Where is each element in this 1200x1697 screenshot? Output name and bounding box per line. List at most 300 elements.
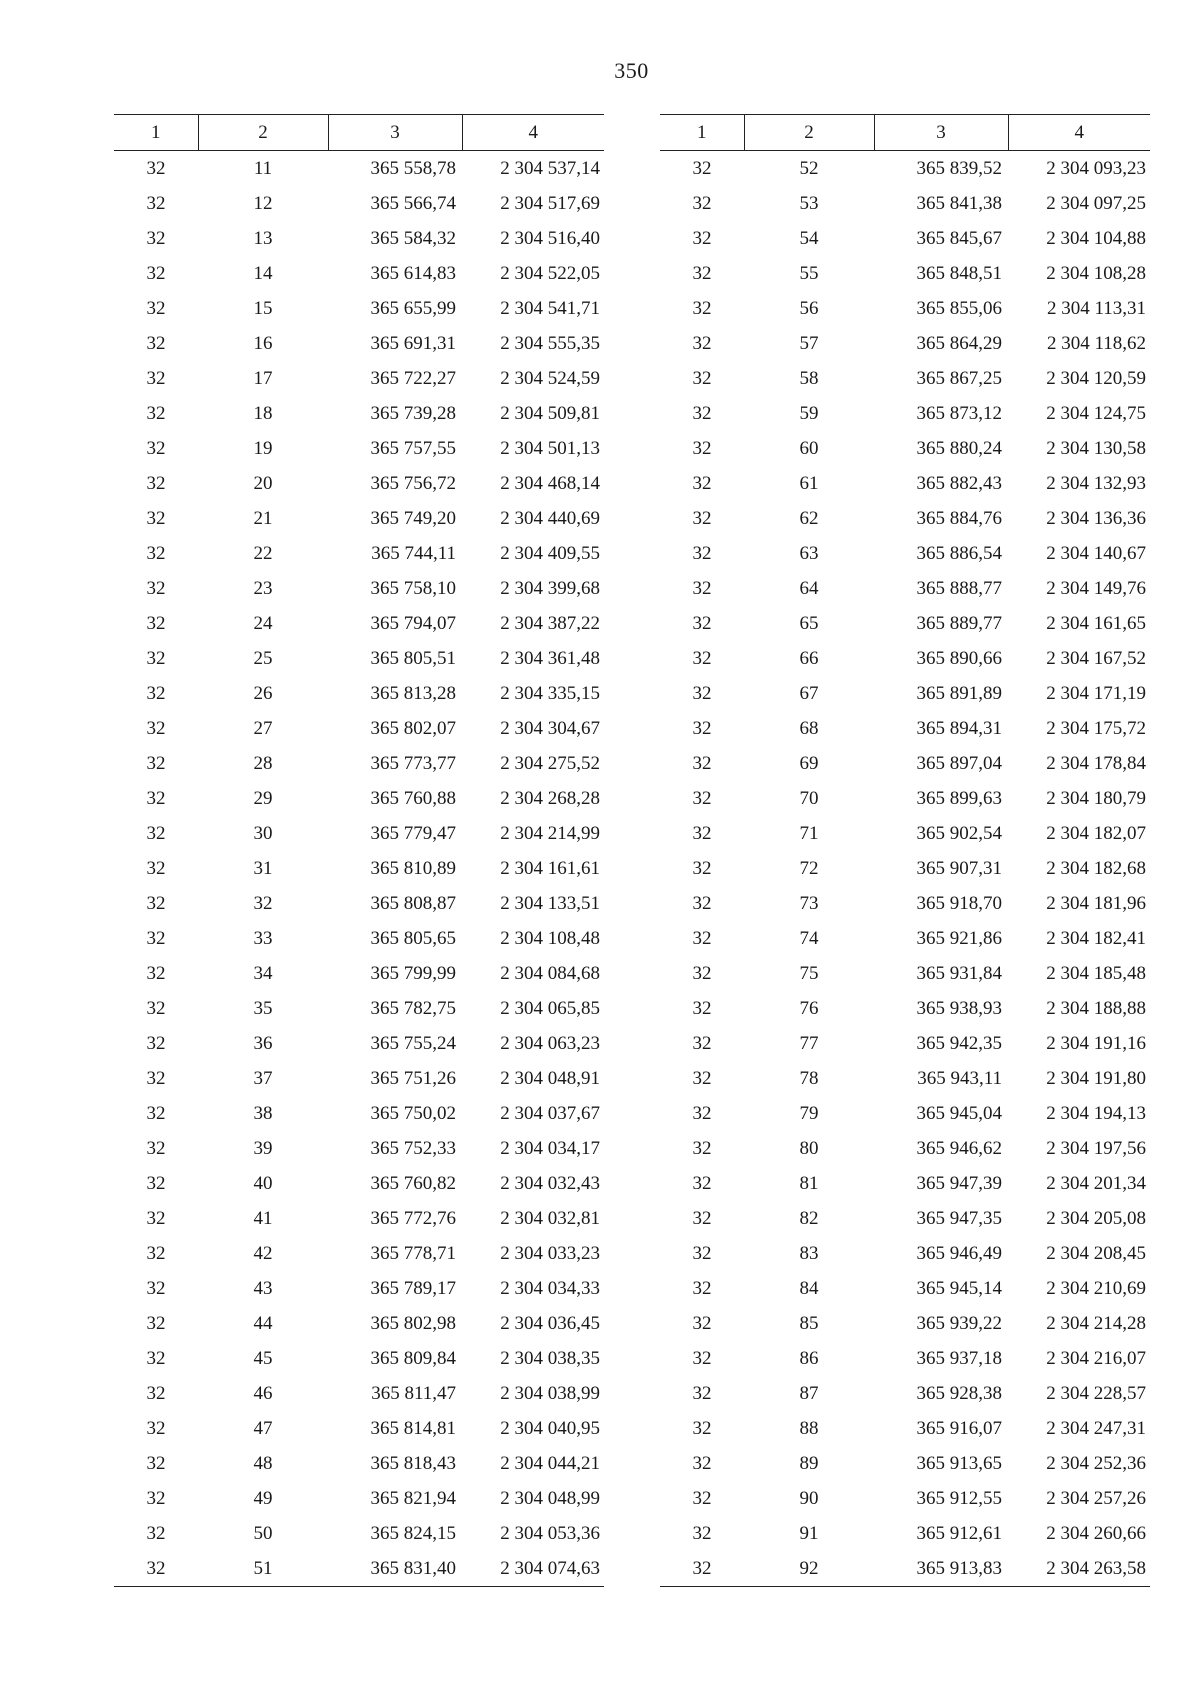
- cell-y-coordinate: 2 304 516,40: [500, 227, 600, 249]
- cell-point: 74: [799, 927, 819, 949]
- cell-y-coordinate: 2 304 036,45: [500, 1312, 600, 1334]
- table-row: [114, 676, 604, 711]
- cell-y-coordinate: 2 304 409,55: [500, 542, 600, 564]
- cell-y-coordinate: 2 304 048,99: [500, 1487, 600, 1509]
- cell-y-coordinate: 2 304 065,85: [500, 997, 600, 1019]
- cell-y-coordinate: 2 304 040,95: [500, 1417, 600, 1439]
- table-row: [660, 851, 1150, 886]
- cell-point: 77: [799, 1032, 819, 1054]
- page-number: 350: [614, 58, 649, 83]
- header-row: [114, 115, 604, 151]
- cell-point: 22: [253, 542, 273, 564]
- cell-x-coordinate: 365 755,24: [370, 1032, 456, 1054]
- cell-group: 32: [692, 682, 712, 704]
- cell-x-coordinate: 365 824,15: [370, 1522, 456, 1544]
- cell-group: 32: [692, 1172, 712, 1194]
- cell-group: 32: [692, 1312, 712, 1334]
- cell-point: 84: [799, 1277, 819, 1299]
- cell-x-coordinate: 365 890,66: [916, 647, 1002, 669]
- cell-x-coordinate: 365 928,38: [916, 1382, 1002, 1404]
- cell-point: 89: [799, 1452, 819, 1474]
- cell-y-coordinate: 2 304 440,69: [500, 507, 600, 529]
- table-row: [660, 886, 1150, 921]
- cell-x-coordinate: 365 848,51: [916, 262, 1002, 284]
- cell-y-coordinate: 2 304 180,79: [1046, 787, 1146, 809]
- table-row: [660, 1061, 1150, 1096]
- cell-point: 25: [253, 647, 273, 669]
- cell-group: 32: [692, 1102, 712, 1124]
- cell-y-coordinate: 2 304 132,93: [1046, 472, 1146, 494]
- cell-y-coordinate: 2 304 136,36: [1046, 507, 1146, 529]
- cell-y-coordinate: 2 304 171,19: [1046, 682, 1146, 704]
- cell-x-coordinate: 365 894,31: [916, 717, 1002, 739]
- table-row: [660, 606, 1150, 641]
- cell-x-coordinate: 365 939,22: [916, 1312, 1002, 1334]
- cell-y-coordinate: 2 304 524,59: [500, 367, 600, 389]
- column-header-2: 2: [198, 115, 328, 151]
- table-body-right: [660, 151, 1150, 1587]
- table-row: [660, 1201, 1150, 1236]
- cell-y-coordinate: 2 304 124,75: [1046, 402, 1146, 424]
- cell-point: 43: [253, 1277, 273, 1299]
- cell-group: 32: [692, 577, 712, 599]
- cell-group: 32: [692, 1207, 712, 1229]
- table-row: [660, 501, 1150, 536]
- cell-point: 60: [799, 437, 819, 459]
- cell-y-coordinate: 2 304 501,13: [500, 437, 600, 459]
- cell-point: 67: [799, 682, 819, 704]
- table-row: [114, 221, 604, 256]
- cell-x-coordinate: 365 722,27: [370, 367, 456, 389]
- cell-group: 32: [692, 1277, 712, 1299]
- cell-x-coordinate: 365 897,04: [916, 752, 1002, 774]
- cell-x-coordinate: 365 902,54: [916, 822, 1002, 844]
- cell-point: 69: [799, 752, 819, 774]
- cell-y-coordinate: 2 304 263,58: [1008, 1551, 1150, 1587]
- cell-point: 88: [799, 1417, 819, 1439]
- cell-group: 32: [146, 1172, 166, 1194]
- cell-point: 44: [253, 1312, 273, 1334]
- cell-x-coordinate: 365 916,07: [916, 1417, 1002, 1439]
- cell-y-coordinate: 2 304 097,25: [1046, 192, 1146, 214]
- cell-x-coordinate: 365 794,07: [370, 612, 456, 634]
- cell-group: 32: [692, 157, 712, 179]
- cell-x-coordinate: 365 691,31: [370, 332, 456, 354]
- table-row: [114, 501, 604, 536]
- cell-y-coordinate: 2 304 133,51: [500, 892, 600, 914]
- table-row: [660, 711, 1150, 746]
- cell-y-coordinate: 2 304 063,23: [500, 1032, 600, 1054]
- column-header-1: 1: [114, 115, 198, 151]
- cell-point: 58: [799, 367, 819, 389]
- cell-group: 32: [146, 1102, 166, 1124]
- cell-point: 71: [799, 822, 819, 844]
- cell-point: 30: [253, 822, 273, 844]
- cell-group: 32: [692, 227, 712, 249]
- cell-x-coordinate: 365 938,93: [916, 997, 1002, 1019]
- cell-group: 32: [692, 542, 712, 564]
- table-row: [660, 256, 1150, 291]
- table-row: [660, 991, 1150, 1026]
- table-row: [114, 431, 604, 466]
- cell-x-coordinate: 365 789,17: [370, 1277, 456, 1299]
- cell-y-coordinate: 2 304 032,43: [500, 1172, 600, 1194]
- cell-x-coordinate: 365 931,84: [916, 962, 1002, 984]
- cell-y-coordinate: 2 304 167,52: [1046, 647, 1146, 669]
- coordinates-table-right: [660, 114, 1150, 1587]
- cell-y-coordinate: 2 304 304,67: [500, 717, 600, 739]
- table-row: [660, 151, 1150, 187]
- cell-x-coordinate: 365 943,11: [917, 1067, 1002, 1089]
- cell-x-coordinate: 365 947,39: [916, 1172, 1002, 1194]
- cell-group: 32: [660, 1551, 744, 1587]
- cell-point: 54: [799, 227, 819, 249]
- table-row: [114, 1376, 604, 1411]
- cell-point: 34: [253, 962, 273, 984]
- cell-group: 32: [692, 507, 712, 529]
- cell-point: 20: [253, 472, 273, 494]
- cell-point: 52: [799, 157, 819, 179]
- cell-x-coordinate: 365 839,52: [916, 157, 1002, 179]
- cell-point: 75: [799, 962, 819, 984]
- cell-x-coordinate: 365 757,55: [370, 437, 456, 459]
- cell-y-coordinate: 2 304 140,67: [1046, 542, 1146, 564]
- cell-x-coordinate: 365 884,76: [916, 507, 1002, 529]
- cell-group: 32: [146, 1452, 166, 1474]
- cell-point: 92: [744, 1551, 874, 1587]
- cell-group: 32: [146, 332, 166, 354]
- cell-point: 35: [253, 997, 273, 1019]
- cell-point: 47: [253, 1417, 273, 1439]
- cell-y-coordinate: 2 304 257,26: [1046, 1487, 1146, 1509]
- table-row: [114, 1201, 604, 1236]
- cell-x-coordinate: 365 907,31: [916, 857, 1002, 879]
- cell-point: 26: [253, 682, 273, 704]
- cell-x-coordinate: 365 750,02: [370, 1102, 456, 1124]
- cell-y-coordinate: 2 304 214,99: [500, 822, 600, 844]
- cell-y-coordinate: 2 304 185,48: [1046, 962, 1146, 984]
- cell-x-coordinate: 365 749,20: [370, 507, 456, 529]
- cell-x-coordinate: 365 558,78: [370, 157, 456, 179]
- table-row: [660, 781, 1150, 816]
- cell-x-coordinate: 365 782,75: [370, 997, 456, 1019]
- cell-x-coordinate: 365 739,28: [370, 402, 456, 424]
- cell-x-coordinate: 365 918,70: [916, 892, 1002, 914]
- cell-y-coordinate: 2 304 268,28: [500, 787, 600, 809]
- cell-group: 32: [146, 1347, 166, 1369]
- cell-x-coordinate: 365 584,32: [370, 227, 456, 249]
- cell-group: 32: [692, 1137, 712, 1159]
- cell-y-coordinate: 2 304 216,07: [1046, 1347, 1146, 1369]
- cell-x-coordinate: 365 841,38: [916, 192, 1002, 214]
- cell-point: 83: [799, 1242, 819, 1264]
- table-row: [114, 606, 604, 641]
- cell-y-coordinate: 2 304 053,36: [500, 1522, 600, 1544]
- cell-y-coordinate: 2 304 120,59: [1046, 367, 1146, 389]
- table-row: [660, 956, 1150, 991]
- cell-point: 72: [799, 857, 819, 879]
- cell-y-coordinate: 2 304 037,67: [500, 1102, 600, 1124]
- cell-point: 78: [799, 1067, 819, 1089]
- cell-point: 24: [253, 612, 273, 634]
- table-row: [660, 571, 1150, 606]
- table-row: [660, 1271, 1150, 1306]
- cell-y-coordinate: 2 304 181,96: [1046, 892, 1146, 914]
- cell-point: 38: [253, 1102, 273, 1124]
- cell-group: 32: [692, 1032, 712, 1054]
- cell-x-coordinate: 365 913,83: [874, 1551, 1008, 1587]
- cell-group: 32: [146, 787, 166, 809]
- cell-x-coordinate: 365 799,99: [370, 962, 456, 984]
- cell-y-coordinate: 2 304 275,52: [500, 752, 600, 774]
- cell-group: 32: [146, 437, 166, 459]
- cell-y-coordinate: 2 304 038,99: [500, 1382, 600, 1404]
- cell-y-coordinate: 2 304 228,57: [1046, 1382, 1146, 1404]
- cell-group: 32: [146, 1032, 166, 1054]
- cell-group: 32: [692, 1417, 712, 1439]
- table-row: [114, 1131, 604, 1166]
- cell-x-coordinate: 365 946,62: [916, 1137, 1002, 1159]
- cell-point: 45: [253, 1347, 273, 1369]
- cell-point: 73: [799, 892, 819, 914]
- table-row: [114, 1481, 604, 1516]
- cell-point: 90: [799, 1487, 819, 1509]
- cell-group: 32: [692, 1242, 712, 1264]
- cell-group: 32: [692, 1067, 712, 1089]
- cell-group: 32: [692, 962, 712, 984]
- cell-y-coordinate: 2 304 214,28: [1046, 1312, 1146, 1334]
- column-header-1: 1: [660, 115, 744, 151]
- cell-group: 32: [146, 892, 166, 914]
- cell-x-coordinate: 365 566,74: [370, 192, 456, 214]
- cell-point: 57: [799, 332, 819, 354]
- cell-y-coordinate: 2 304 084,68: [500, 962, 600, 984]
- cell-group: 32: [146, 997, 166, 1019]
- cell-point: 85: [799, 1312, 819, 1334]
- cell-point: 79: [799, 1102, 819, 1124]
- table-row: [660, 641, 1150, 676]
- cell-x-coordinate: 365 831,40: [328, 1551, 462, 1587]
- table-body-left: [114, 151, 604, 1587]
- header-row: [660, 115, 1150, 151]
- cell-point: 81: [799, 1172, 819, 1194]
- cell-group: 32: [692, 717, 712, 739]
- cell-point: 19: [253, 437, 273, 459]
- table-row: [114, 396, 604, 431]
- cell-x-coordinate: 365 947,35: [916, 1207, 1002, 1229]
- table-row: [660, 186, 1150, 221]
- cell-point: 42: [253, 1242, 273, 1264]
- cell-group: 32: [114, 1551, 198, 1587]
- table-row: [660, 1446, 1150, 1481]
- table-row: [660, 1516, 1150, 1551]
- cell-y-coordinate: 2 304 178,84: [1046, 752, 1146, 774]
- table-row: [114, 1516, 604, 1551]
- cell-y-coordinate: 2 304 517,69: [500, 192, 600, 214]
- cell-group: 32: [692, 297, 712, 319]
- cell-y-coordinate: 2 304 399,68: [500, 577, 600, 599]
- cell-point: 65: [799, 612, 819, 634]
- table-row: [114, 1096, 604, 1131]
- cell-group: 32: [692, 472, 712, 494]
- table-row: [114, 781, 604, 816]
- cell-group: 32: [146, 1242, 166, 1264]
- cell-y-coordinate: 2 304 522,05: [500, 262, 600, 284]
- table-row: [114, 186, 604, 221]
- cell-x-coordinate: 365 802,07: [370, 717, 456, 739]
- cell-point: 31: [253, 857, 273, 879]
- table-row: [114, 256, 604, 291]
- cell-x-coordinate: 365 813,28: [370, 682, 456, 704]
- cell-x-coordinate: 365 891,89: [916, 682, 1002, 704]
- cell-group: 32: [146, 1277, 166, 1299]
- cell-group: 32: [692, 822, 712, 844]
- cell-x-coordinate: 365 805,51: [370, 647, 456, 669]
- cell-group: 32: [146, 507, 166, 529]
- cell-y-coordinate: 2 304 201,34: [1046, 1172, 1146, 1194]
- cell-group: 32: [692, 612, 712, 634]
- cell-point: 68: [799, 717, 819, 739]
- cell-point: 63: [799, 542, 819, 564]
- table-row: [114, 991, 604, 1026]
- cell-x-coordinate: 365 760,88: [370, 787, 456, 809]
- cell-point: 55: [799, 262, 819, 284]
- cell-point: 11: [253, 157, 273, 179]
- table-row: [660, 676, 1150, 711]
- table-row: [114, 1551, 604, 1587]
- cell-point: 33: [253, 927, 273, 949]
- cell-point: 87: [799, 1382, 819, 1404]
- table-row: [114, 1411, 604, 1446]
- cell-y-coordinate: 2 304 194,13: [1046, 1102, 1146, 1124]
- cell-point: 17: [253, 367, 273, 389]
- table-row: [114, 1446, 604, 1481]
- table-row: [114, 466, 604, 501]
- cell-y-coordinate: 2 304 032,81: [500, 1207, 600, 1229]
- cell-point: 32: [253, 892, 273, 914]
- cell-x-coordinate: 365 937,18: [916, 1347, 1002, 1369]
- table-row: [114, 886, 604, 921]
- cell-group: 32: [146, 192, 166, 214]
- cell-x-coordinate: 365 921,86: [916, 927, 1002, 949]
- cell-y-coordinate: 2 304 104,88: [1046, 227, 1146, 249]
- table-row: [660, 1236, 1150, 1271]
- cell-point: 59: [799, 402, 819, 424]
- cell-x-coordinate: 365 888,77: [916, 577, 1002, 599]
- cell-y-coordinate: 2 304 034,17: [500, 1137, 600, 1159]
- cell-x-coordinate: 365 821,94: [370, 1487, 456, 1509]
- cell-group: 32: [146, 472, 166, 494]
- cell-x-coordinate: 365 744,11: [371, 542, 456, 564]
- cell-x-coordinate: 365 809,84: [370, 1347, 456, 1369]
- cell-y-coordinate: 2 304 033,23: [500, 1242, 600, 1264]
- cell-group: 32: [146, 717, 166, 739]
- cell-point: 82: [799, 1207, 819, 1229]
- cell-group: 32: [146, 262, 166, 284]
- cell-y-coordinate: 2 304 541,71: [500, 297, 600, 319]
- cell-point: 80: [799, 1137, 819, 1159]
- table-row: [660, 1026, 1150, 1061]
- cell-group: 32: [692, 997, 712, 1019]
- cell-y-coordinate: 2 304 108,28: [1046, 262, 1146, 284]
- cell-group: 32: [692, 1347, 712, 1369]
- cell-x-coordinate: 365 818,43: [370, 1452, 456, 1474]
- cell-group: 32: [692, 332, 712, 354]
- table-row: [114, 1061, 604, 1096]
- column-header-3: 3: [328, 115, 462, 151]
- table-row: [660, 1131, 1150, 1166]
- cell-y-coordinate: 2 304 247,31: [1046, 1417, 1146, 1439]
- cell-x-coordinate: 365 751,26: [370, 1067, 456, 1089]
- cell-x-coordinate: 365 802,98: [370, 1312, 456, 1334]
- cell-point: 64: [799, 577, 819, 599]
- table-row: [114, 151, 604, 187]
- cell-y-coordinate: 2 304 113,31: [1046, 297, 1146, 319]
- table-row: [660, 1411, 1150, 1446]
- cell-y-coordinate: 2 304 034,33: [500, 1277, 600, 1299]
- table-row: [660, 466, 1150, 501]
- cell-y-coordinate: 2 304 387,22: [500, 612, 600, 634]
- cell-x-coordinate: 365 778,71: [370, 1242, 456, 1264]
- table-row: [660, 1306, 1150, 1341]
- cell-group: 32: [146, 297, 166, 319]
- cell-point: 14: [253, 262, 273, 284]
- cell-group: 32: [146, 962, 166, 984]
- table-row: [660, 536, 1150, 571]
- cell-y-coordinate: 2 304 118,62: [1046, 332, 1146, 354]
- cell-y-coordinate: 2 304 197,56: [1046, 1137, 1146, 1159]
- cell-group: 32: [146, 227, 166, 249]
- cell-y-coordinate: 2 304 108,48: [500, 927, 600, 949]
- cell-group: 32: [692, 752, 712, 774]
- cell-y-coordinate: 2 304 188,88: [1046, 997, 1146, 1019]
- cell-point: 46: [253, 1382, 273, 1404]
- cell-x-coordinate: 365 899,63: [916, 787, 1002, 809]
- cell-y-coordinate: 2 304 038,35: [500, 1347, 600, 1369]
- cell-point: 16: [253, 332, 273, 354]
- cell-y-coordinate: 2 304 182,07: [1046, 822, 1146, 844]
- cell-y-coordinate: 2 304 074,63: [462, 1551, 604, 1587]
- cell-x-coordinate: 365 779,47: [370, 822, 456, 844]
- cell-group: 32: [146, 1207, 166, 1229]
- cell-group: 32: [146, 857, 166, 879]
- cell-x-coordinate: 365 756,72: [370, 472, 456, 494]
- cell-x-coordinate: 365 864,29: [916, 332, 1002, 354]
- table-row: [114, 851, 604, 886]
- cell-group: 32: [692, 192, 712, 214]
- cell-y-coordinate: 2 304 468,14: [500, 472, 600, 494]
- cell-x-coordinate: 365 913,65: [916, 1452, 1002, 1474]
- cell-group: 32: [692, 787, 712, 809]
- cell-point: 21: [253, 507, 273, 529]
- cell-y-coordinate: 2 304 175,72: [1046, 717, 1146, 739]
- cell-x-coordinate: 365 760,82: [370, 1172, 456, 1194]
- cell-group: 32: [146, 927, 166, 949]
- cell-point: 50: [253, 1522, 273, 1544]
- cell-y-coordinate: 2 304 537,14: [500, 157, 600, 179]
- cell-group: 32: [692, 892, 712, 914]
- cell-y-coordinate: 2 304 555,35: [500, 332, 600, 354]
- cell-y-coordinate: 2 304 509,81: [500, 402, 600, 424]
- cell-y-coordinate: 2 304 208,45: [1046, 1242, 1146, 1264]
- cell-group: 32: [146, 1382, 166, 1404]
- cell-point: 70: [799, 787, 819, 809]
- cell-x-coordinate: 365 942,35: [916, 1032, 1002, 1054]
- table-row: [660, 1481, 1150, 1516]
- cell-group: 32: [692, 367, 712, 389]
- table-row: [114, 1166, 604, 1201]
- table-row: [114, 711, 604, 746]
